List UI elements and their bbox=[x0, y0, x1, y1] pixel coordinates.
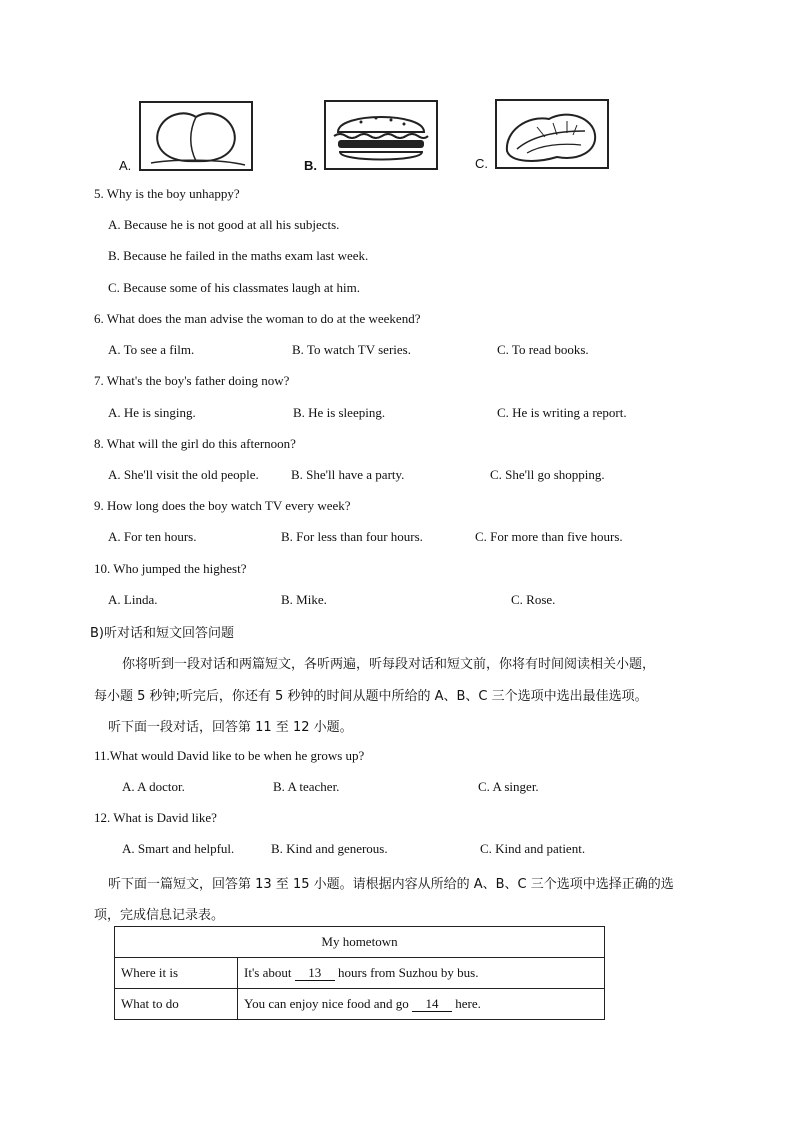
passage-note-line-2: 项，完成信息记录表。 bbox=[94, 908, 225, 923]
dialogue-note: 听下面一段对话，回答第 11 至 12 小题。 bbox=[108, 720, 353, 735]
question-12-option-a[interactable]: A. Smart and helpful. bbox=[122, 841, 235, 856]
peach-icon bbox=[141, 103, 251, 169]
picture-b-hamburger bbox=[324, 100, 438, 170]
question-10-option-c[interactable]: C. Rose. bbox=[511, 592, 556, 607]
question-11-option-b[interactable]: B. A teacher. bbox=[273, 779, 340, 794]
question-10-stem: 10. Who jumped the highest? bbox=[94, 561, 247, 576]
question-7-stem: 7. What's the boy's father doing now? bbox=[94, 373, 290, 388]
question-9-stem: 9. How long does the boy watch TV every week? bbox=[94, 498, 351, 513]
table-row-content bbox=[238, 958, 605, 989]
question-5-option-c[interactable]: C. Because some of his classmates laugh at him. bbox=[108, 280, 361, 295]
picture-c-letter: C. bbox=[475, 156, 488, 171]
table-row bbox=[115, 958, 605, 989]
question-11-option-a[interactable]: A. A doctor. bbox=[122, 779, 185, 794]
question-6-option-b[interactable]: B. To watch TV series. bbox=[292, 342, 411, 357]
question-9-option-c[interactable]: C. For more than five hours. bbox=[475, 529, 623, 544]
table-row-label: Where it is bbox=[115, 958, 238, 989]
table-row bbox=[115, 989, 605, 1020]
passage-note-line-1: 听下面一篇短文，回答第 13 至 15 小题。请根据内容从所给的 A、B、C 三个选项中选择正确的选 bbox=[108, 877, 674, 892]
question-8-option-c[interactable]: C. She'll go shopping. bbox=[490, 467, 605, 482]
table-row-content bbox=[238, 989, 605, 1020]
question-5-stem: 5. Why is the boy unhappy? bbox=[94, 186, 240, 201]
info-record-table bbox=[114, 926, 605, 1020]
question-9-option-b[interactable]: B. For less than four hours. bbox=[281, 529, 423, 544]
question-5-option-a[interactable]: A. Because he is not good at all his subjects. bbox=[108, 217, 340, 232]
row-text-after: here. bbox=[455, 996, 481, 1011]
table-title: My hometown bbox=[115, 927, 605, 958]
picture-c-cabbage bbox=[495, 99, 609, 169]
answer-blank-13[interactable]: 13 bbox=[295, 966, 335, 981]
question-10-option-a[interactable]: A. Linda. bbox=[108, 592, 158, 607]
picture-a-letter: A. bbox=[119, 158, 132, 173]
question-9-option-a[interactable]: A. For ten hours. bbox=[108, 529, 197, 544]
question-6-option-c[interactable]: C. To read books. bbox=[497, 342, 589, 357]
row-text-before: You can enjoy nice food and go bbox=[244, 996, 409, 1011]
question-12-option-c[interactable]: C. Kind and patient. bbox=[480, 841, 586, 856]
question-12-option-b[interactable]: B. Kind and generous. bbox=[271, 841, 388, 856]
hamburger-icon bbox=[326, 102, 436, 168]
question-6-stem: 6. What does the man advise the woman to do at the weekend? bbox=[94, 311, 421, 326]
row-text-before: It's about bbox=[244, 965, 292, 980]
row-text-after: hours from Suzhou by bus. bbox=[337, 965, 479, 980]
answer-blank-14[interactable]: 14 bbox=[412, 997, 452, 1012]
question-12-stem: 12. What is David like? bbox=[94, 810, 217, 825]
question-10-option-b[interactable]: B. Mike. bbox=[281, 592, 327, 607]
table-title-row bbox=[115, 927, 605, 958]
picture-b-letter: B. bbox=[304, 158, 317, 173]
question-8-option-a[interactable]: A. She'll visit the old people. bbox=[108, 467, 259, 482]
question-7-option-a[interactable]: A. He is singing. bbox=[108, 405, 196, 420]
question-5-option-b[interactable]: B. Because he failed in the maths exam last week. bbox=[108, 248, 369, 263]
question-6-option-a[interactable]: A. To see a film. bbox=[108, 342, 195, 357]
section-b-instruction-line-2: 每小题 5 秒钟;听完后，你还有 5 秒钟的时间从题中所给的 A、B、C 三个选项中选出最佳选项。 bbox=[94, 689, 648, 704]
question-7-option-b[interactable]: B. He is sleeping. bbox=[293, 405, 386, 420]
cabbage-icon bbox=[497, 101, 607, 167]
table-row-label: What to do bbox=[115, 989, 238, 1020]
section-b-heading: B)听对话和短文回答问题 bbox=[90, 626, 234, 641]
picture-a-peach bbox=[139, 101, 253, 171]
question-11-stem: 11.What would David like to be when he grows up? bbox=[94, 748, 365, 763]
question-11-option-c[interactable]: C. A singer. bbox=[478, 779, 539, 794]
question-7-option-c[interactable]: C. He is writing a report. bbox=[497, 405, 627, 420]
section-b-instruction-line-1: 你将听到一段对话和两篇短文，各听两遍，听每段对话和短文前，你将有时间阅读相关小题， bbox=[122, 657, 656, 672]
question-8-option-b[interactable]: B. She'll have a party. bbox=[291, 467, 405, 482]
question-8-stem: 8. What will the girl do this afternoon? bbox=[94, 436, 296, 451]
